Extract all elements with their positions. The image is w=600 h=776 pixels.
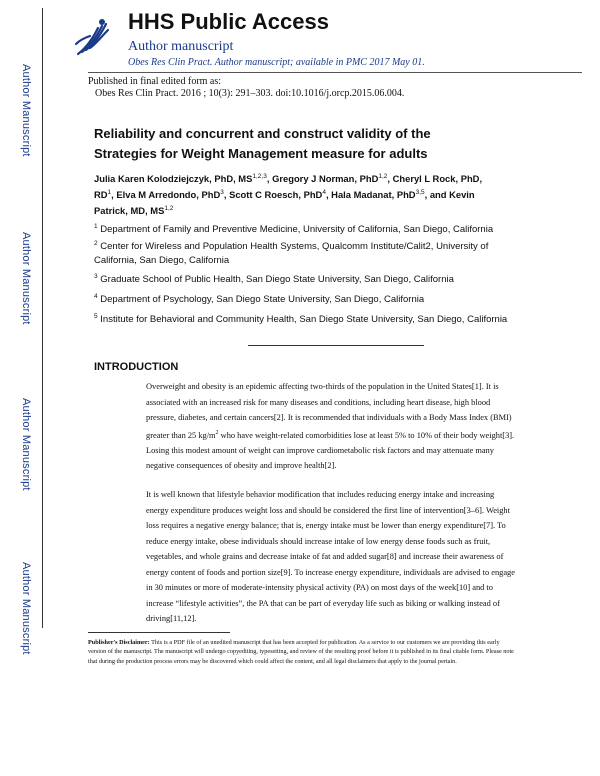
author-affiliation-marker: 1,2 [378, 173, 388, 180]
author-list: Julia Karen Kolodziejczyk, PhD, MS$^{1,2,3}$, Gregory J Norman, PhD$^{1,2}$, Cheryl L Rock, PhD, $RD^1$, Elva M Arredondo, PhD$^3$, Scott C Roesch, PhD$^4$, Hala Madanat, PhD$^{3,5}$, and Kevin Patrick, MD, MS$^{1,2}$ [94, 173, 483, 217]
side-label-author-manuscript: Author Manuscript [20, 398, 32, 491]
author-affiliation-marker: 3 [220, 189, 224, 197]
affiliation: $^5$ Institute for Behavioral and Community Health, San Diego State University, San Diego, California [94, 313, 508, 326]
side-label-author-manuscript: Author Manuscript [20, 232, 32, 325]
hhs-eagle-logo-icon [72, 14, 112, 58]
author-name: Scott C Roesch, PhD [229, 189, 323, 201]
intro-paragraph-2: It is well known that lifestyle behavior modification that includes reducing energy intake and increasing energy expenditure produces weight loss and should be considered the first line of intervention[3–6]. Weight loss requires a negative energy balance; that is, energy intake must be lower than energy expenditure[7]. To reduce energy intake, obese individuals should increase intake of low energy dense foods such as fruit, vegetables, and whole grains and decrease intake of fat and added sugar[8] and increase their awareness of energy content of foods and portion size[9]. To increase energy expenditure, individuals are advised to engage in 30 minutes or more of moderate-intensity physical activity (PA) on most days of the week[10] and to increase “lifestyle activities”, the PA that can be part of everyday life such as biking or walking instead of driving[11,12]. [146, 490, 515, 623]
author-manuscript-subtitle: Author manuscript [128, 39, 234, 54]
published-label: Published in final edited form as: [88, 76, 222, 87]
affiliation: $^2$ Center for Wireless and Population Health Systems, Qualcomm Institute/Calit2, University of California, San Diego, California [94, 240, 489, 267]
affiliations-divider [248, 345, 424, 346]
affiliation: $^3$ Graduate School of Public Health, San Diego State University, San Diego, California [94, 273, 454, 286]
author-affiliation-marker: 3,5 [415, 189, 425, 197]
author-affiliation-marker: 1 [107, 189, 112, 197]
author-name: Julia Karen Kolodziejczyk, PhD, MS [94, 173, 253, 185]
introduction-heading: INTRODUCTION [94, 361, 179, 373]
article-title: Reliability and concurrent and construct validity of the Strategies for Weight Management measure for adults [94, 126, 431, 161]
author-affiliation-marker: 4 [322, 189, 326, 197]
author-name: Elva M Arredondo, PhD [116, 189, 221, 201]
author-affiliation-marker: 1,2,3 [252, 173, 267, 180]
journal-reference: Obes Res Clin Pract. Author manuscript; available in PMC 2017 May 01. [128, 57, 425, 68]
side-label-author-manuscript: Author Manuscript [20, 64, 32, 157]
publisher-disclaimer: Publisher's Disclaimer: This is a PDF file of an unedited manuscript that has been accepted for publication. As a service to our customers we are providing this early version of the manuscript. The manuscript will undergo copyediting, typesetting, and review of the resulting proof before it is published in its final citable form. Please note that during the production process errors may be discovered which could affect the content, and all legal disclaimers that apply to the journal pertain. [88, 639, 514, 665]
author-name: Kevin Patrick, MD, MS [94, 189, 475, 217]
author-affiliation-marker: 1,2 [164, 205, 174, 213]
author-name: Gregory J Norman, PhD [272, 173, 379, 185]
margin-rule [42, 8, 43, 628]
header-divider [88, 72, 582, 73]
publication-citation: Obes Res Clin Pract. 2016 ; 10(3): 291–303. doi:10.1016/j.orcp.2015.06.004. [95, 88, 405, 99]
author-name: Cheryl L Rock, PhD, RD [94, 173, 483, 201]
affiliation: $^4$ Department of Psychology, San Diego State University, San Diego, California [94, 293, 425, 306]
side-label-author-manuscript: Author Manuscript [20, 562, 32, 655]
footnote-divider [88, 632, 230, 633]
hhs-public-access-title: HHS Public Access [128, 9, 329, 34]
affiliation: $^1$ Department of Family and Preventive Medicine, University of California, San Diego, California [94, 223, 494, 236]
author-name: Hala Madanat, PhD [331, 189, 416, 201]
intro-paragraph-1: Overweight and obesity is an epidemic affecting two-thirds of the population in the United States[1]. It is associated with an increased risk for many diseases and conditions, including heart disease, high blood pressure, diabetes, and certain cancers[2]. It is recommended that individuals with a Body Mass Index (BMI) greater than 25 $kg/m^2$ who have weight-related comorbidities lose at least 5% to 10% of their body weight[3]. Losing this modest amount of weight can improve cardiometabolic risk factors and may attenuate many negative consequences of obesity and improve health[2]. [146, 382, 515, 471]
